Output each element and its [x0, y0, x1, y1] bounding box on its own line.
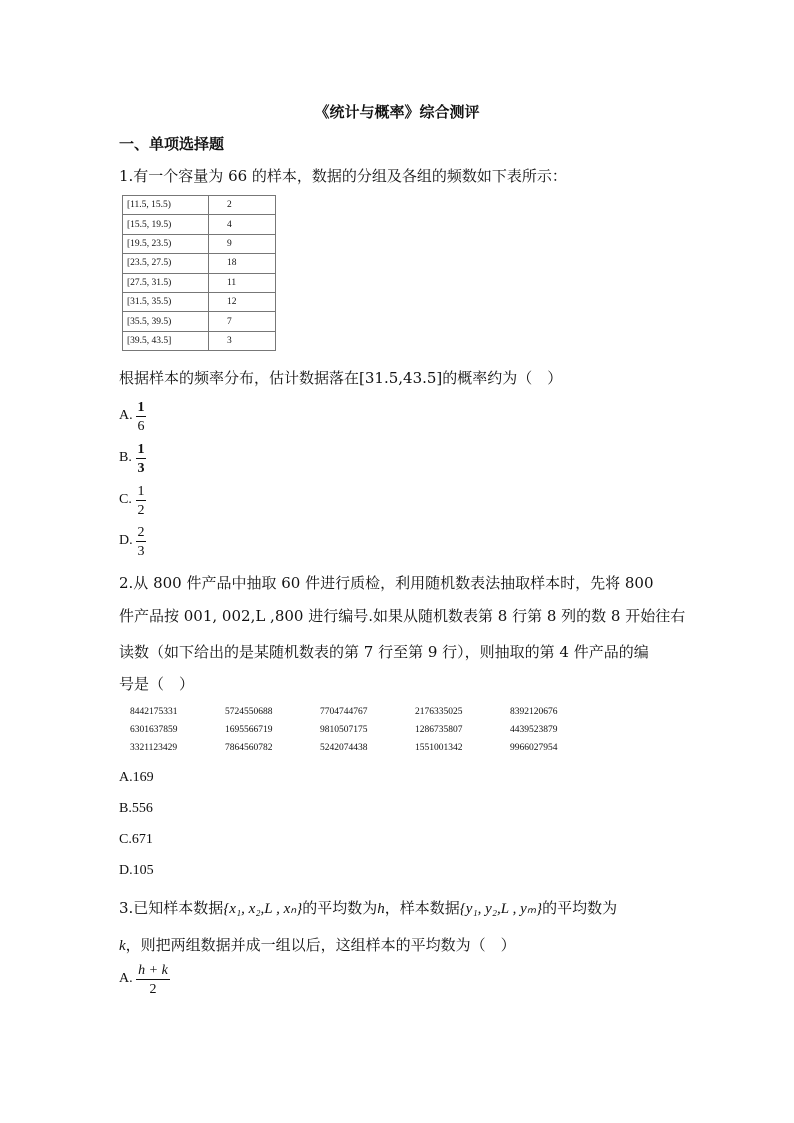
table-row: [123, 292, 276, 311]
option-text: A.169: [119, 770, 154, 785]
set-y: {y₁, y₂,L , yₘ}: [459, 901, 543, 917]
random-digits: 6301637859: [130, 725, 178, 735]
numerator: 1: [137, 400, 145, 415]
random-digits: 3321123429: [130, 743, 178, 753]
q1-stem: 1.有一个容量为 66 的样本，数据的分组及各组的频数如下表所示：: [119, 167, 567, 185]
count-cell: 7: [209, 312, 276, 331]
table-row: [123, 234, 276, 253]
denominator: 6: [137, 419, 145, 434]
count-cell: 9: [209, 234, 276, 253]
fraction-bar: [136, 979, 170, 980]
random-digits: 1695566719: [225, 725, 273, 735]
q2-line-4: 号是（ ）: [119, 675, 195, 693]
option-fraction: [136, 400, 146, 434]
random-digits: 1551001342: [415, 743, 463, 753]
table-row: [123, 312, 276, 331]
interval-cell: [35.5, 39.5): [123, 312, 209, 331]
option-fraction: [136, 442, 146, 476]
random-digits: 8392120676: [510, 707, 558, 717]
random-table-row: [130, 743, 605, 753]
interval-cell: [23.5, 27.5): [123, 254, 209, 273]
option-label: A.: [119, 408, 133, 423]
count-cell: 12: [209, 292, 276, 311]
interval-cell: [27.5, 31.5): [123, 273, 209, 292]
fraction-bar: [136, 458, 146, 459]
numerator: h + k: [138, 963, 168, 978]
numerator: 1: [137, 484, 145, 499]
option-fraction: [136, 484, 146, 518]
denominator: 3: [137, 461, 145, 476]
random-digits: 5242074438: [320, 743, 368, 753]
mean-h: h: [377, 901, 385, 917]
option-fraction: [136, 963, 170, 997]
random-digits: 8442175331: [130, 707, 178, 717]
option-text: C.671: [119, 832, 153, 847]
fraction-bar: [136, 541, 146, 542]
option-label: D.: [119, 533, 133, 548]
numerator: 1: [137, 442, 145, 457]
interval-cell: [39.5, 43.5]: [123, 331, 209, 350]
interval-cell: [31.5, 35.5): [123, 292, 209, 311]
table-row: [123, 215, 276, 234]
table-row: [123, 196, 276, 215]
interval-cell: [19.5, 23.5): [123, 234, 209, 253]
option-label: A.: [119, 971, 133, 986]
random-table-row: [130, 707, 605, 717]
table-row: [123, 273, 276, 292]
q2-line-2: 件产品按 001, 002,L ,800 进行编号.如果从随机数表第 8 行第 8 列的数 8 开始往右: [119, 607, 686, 625]
random-digits: 5724550688: [225, 707, 273, 717]
set-x: {x₁, x₂,L , xₙ}: [223, 901, 303, 917]
random-digits: 9966027954: [510, 743, 558, 753]
page-title: 《统计与概率》综合测评: [314, 103, 480, 121]
denominator: 3: [137, 544, 145, 559]
count-cell: 2: [209, 196, 276, 215]
count-cell: 4: [209, 215, 276, 234]
fraction-bar: [136, 416, 146, 417]
fraction-bar: [136, 500, 146, 501]
interval-cell: [11.5, 15.5): [123, 196, 209, 215]
q3-text: ，则把两组数据并成一组以后，这组样本的平均数为（ ）: [125, 936, 516, 954]
denominator: 2: [149, 982, 157, 997]
random-digits: 2176335025: [415, 707, 463, 717]
q3-line-2: [119, 934, 516, 955]
q3-text: 3.已知样本数据: [119, 899, 224, 917]
q2-line-3: 读数（如下给出的是某随机数表的第 7 行至第 9 行），则抽取的第 4 件产品的编: [119, 643, 649, 661]
denominator: 2: [137, 503, 145, 518]
random-digits: 1286735807: [415, 725, 463, 735]
option-text: B.556: [119, 801, 153, 816]
table-row: [123, 254, 276, 273]
section-heading: 一、单项选择题: [119, 135, 225, 153]
count-cell: 3: [209, 331, 276, 350]
q3-text: 的平均数为: [302, 899, 378, 917]
q3-text: ，样本数据: [384, 899, 460, 917]
random-digits: 7704744767: [320, 707, 368, 717]
q3-text: 的平均数为: [542, 899, 618, 917]
count-cell: 18: [209, 254, 276, 273]
table-row: [123, 331, 276, 350]
random-digits: 7864560782: [225, 743, 273, 753]
mean-k: k: [119, 938, 126, 954]
option-fraction: [136, 525, 146, 559]
frequency-table: [122, 195, 276, 351]
random-table-row: [130, 725, 605, 735]
random-digits: 4439523879: [510, 725, 558, 735]
option-label: B.: [119, 450, 132, 465]
interval-cell: [15.5, 19.5): [123, 215, 209, 234]
count-cell: 11: [209, 273, 276, 292]
q1-question: 根据样本的频率分布，估计数据落在[31.5,43.5]的概率约为（ ）: [119, 369, 563, 387]
numerator: 2: [137, 525, 145, 540]
option-text: D.105: [119, 863, 154, 878]
option-label: C.: [119, 492, 132, 507]
q3-line-1: [119, 897, 617, 918]
q2-line-1: 2.从 800 件产品中抽取 60 件进行质检，利用随机数表法抽取样本时，先将 800: [119, 574, 654, 592]
random-digits: 9810507175: [320, 725, 368, 735]
